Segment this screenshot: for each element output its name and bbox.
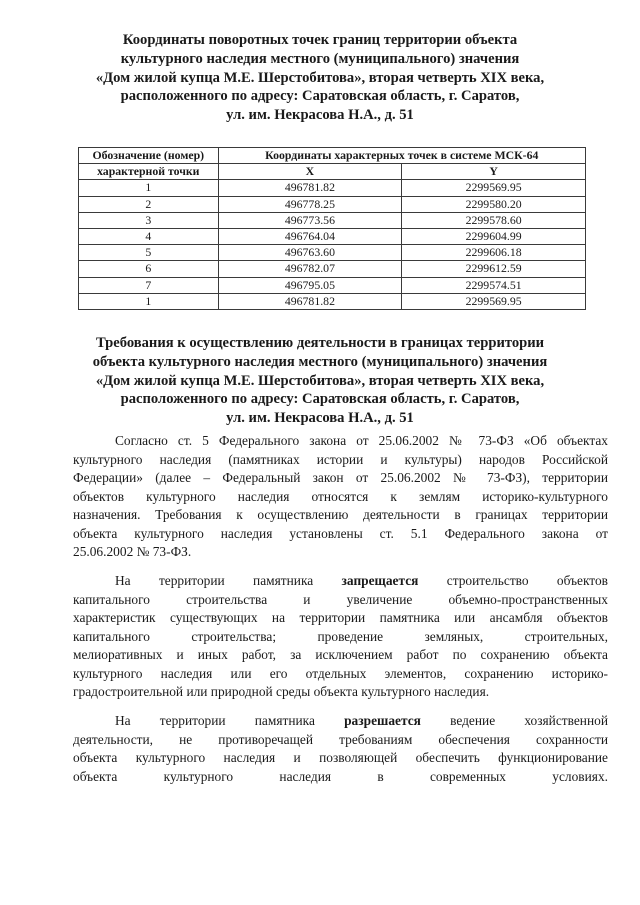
y-coordinate: 2299569.95 [402, 180, 586, 196]
paragraph-lead: На территории памятника [115, 573, 314, 588]
paragraph-line [73, 572, 608, 591]
prohibitions-paragraph [73, 572, 608, 702]
requirements-title [60, 334, 580, 428]
y-coordinate: 2299578.60 [402, 212, 586, 228]
x-coordinate: 496778.25 [218, 196, 402, 212]
y-coordinate: 2299569.95 [402, 293, 586, 309]
x-coordinate: 496773.56 [218, 212, 402, 228]
title-line: расположенного по адресу: Саратовская область, г. Саратов, [120, 391, 520, 408]
paragraph-line: культурного наследия (памятниках истории и культуры) народов Российской [73, 451, 608, 467]
table-row [79, 277, 586, 293]
coordinates-system-header: Координаты характерных точек в системе МСК-64 [218, 148, 585, 164]
point-number: 3 [79, 212, 219, 228]
point-number-header: Обозначение (номер) [79, 148, 219, 164]
title-line: культурного наследия местного (муниципального) значения [120, 50, 520, 67]
point-number: 2 [79, 196, 219, 212]
paragraph-line: назначения. Требования к осуществлению деятельности в границах территории [73, 507, 608, 522]
coordinates-table [78, 147, 586, 310]
y-coordinate: 2299580.20 [402, 196, 586, 212]
paragraph-line: Федерации» (далее – Федеральный закон от 25.06.2002 № 73-ФЗ), территории [73, 470, 608, 485]
y-coordinate: 2299604.99 [402, 229, 586, 245]
table-header-row [79, 164, 586, 180]
y-coordinate: 2299574.51 [402, 277, 586, 293]
paragraph-line: Согласно ст. 5 Федерального закона от 25.06.2002 № 73-ФЗ «Об объектах [115, 433, 608, 448]
paragraph-line: объектов культурного наследия относятся к землям историко-культурного [73, 488, 608, 504]
x-coordinate: 496782.07 [218, 261, 402, 277]
paragraph-line [73, 712, 608, 731]
table-header-row [79, 148, 586, 164]
x-coordinate: 496764.04 [218, 229, 402, 245]
y-coordinate: 2299612.59 [402, 261, 586, 277]
table-row [79, 180, 586, 196]
table-row [79, 212, 586, 228]
permitted-keyword: разрешается [344, 713, 421, 728]
x-coordinate: 496795.05 [218, 277, 402, 293]
paragraph-line: градостроительной или природной среды объекта культурного наследия. [73, 684, 490, 699]
table-row [79, 293, 586, 309]
paragraph-line: культурного наследия или его отдельных элементов, сохранению историко- [73, 665, 608, 681]
prohibited-keyword: запрещается [341, 573, 419, 588]
point-number: 1 [79, 293, 219, 309]
point-number: 5 [79, 245, 219, 261]
point-number: 4 [79, 229, 219, 245]
permissions-paragraph [73, 712, 608, 786]
title-line: «Дом жилой купца М.Е. Шерстобитова», вторая четверть XIX века, [95, 372, 545, 389]
paragraph-line: объекта культурного наследия в современных условиях. [73, 768, 608, 784]
point-number: 1 [79, 180, 219, 196]
x-coordinate: 496781.82 [218, 293, 402, 309]
table-row [79, 261, 586, 277]
table-row [79, 229, 586, 245]
y-header: Y [402, 164, 586, 180]
title-line: ул. им. Некрасова Н.А., д. 51 [226, 410, 414, 427]
paragraph-line: деятельности, не противоречащей требованиям обеспечения сохранности [73, 731, 608, 747]
table-row [79, 245, 586, 261]
point-number: 6 [79, 261, 219, 277]
paragraph-lead-rest: строительство объектов [446, 573, 608, 588]
paragraph-line: объекта культурного наследия и позволяющей обеспечить функционирование [73, 750, 608, 765]
legal-basis-paragraph [73, 432, 608, 562]
paragraph-line: 25.06.2002 № 73-ФЗ. [73, 544, 192, 559]
title-line: Требования к осуществлению деятельности в границах территории [95, 335, 545, 351]
title-line: Координаты поворотных точек границ территории объекта [122, 32, 518, 48]
title-line: расположенного по адресу: Саратовская область, г. Саратов, [120, 88, 520, 105]
x-header: X [218, 164, 402, 180]
x-coordinate: 496781.82 [218, 180, 402, 196]
paragraph-lead: На территории памятника [115, 713, 315, 728]
paragraph-line: мелиоративных и иных работ, за исключением работ по сохранению объекта [73, 647, 608, 662]
point-number-header-line2: характерной точки [79, 164, 219, 180]
title-line: ул. им. Некрасова Н.А., д. 51 [226, 107, 414, 124]
title-line: объекта культурного наследия местного (муниципального) значения [92, 353, 548, 370]
paragraph-line: объекта культурного наследия установлены ст. 5.1 Федерального закона от [73, 525, 608, 541]
paragraph-lead-rest: ведение хозяйственной [450, 713, 608, 728]
paragraph-line: характеристик существующих на территории памятника или ансамбля объектов [73, 610, 608, 625]
y-coordinate: 2299606.18 [402, 245, 586, 261]
paragraph-line: капитального строительства и увеличение объемно-пространственных [73, 591, 608, 607]
point-number: 7 [79, 277, 219, 293]
paragraph-line: капитального строительства; проведение земляных, строительных, [73, 628, 608, 644]
title-line: «Дом жилой купца М.Е. Шерстобитова», вторая четверть XIX века, [95, 69, 545, 86]
coordinates-title [80, 31, 560, 125]
table-row [79, 196, 586, 212]
x-coordinate: 496763.60 [218, 245, 402, 261]
